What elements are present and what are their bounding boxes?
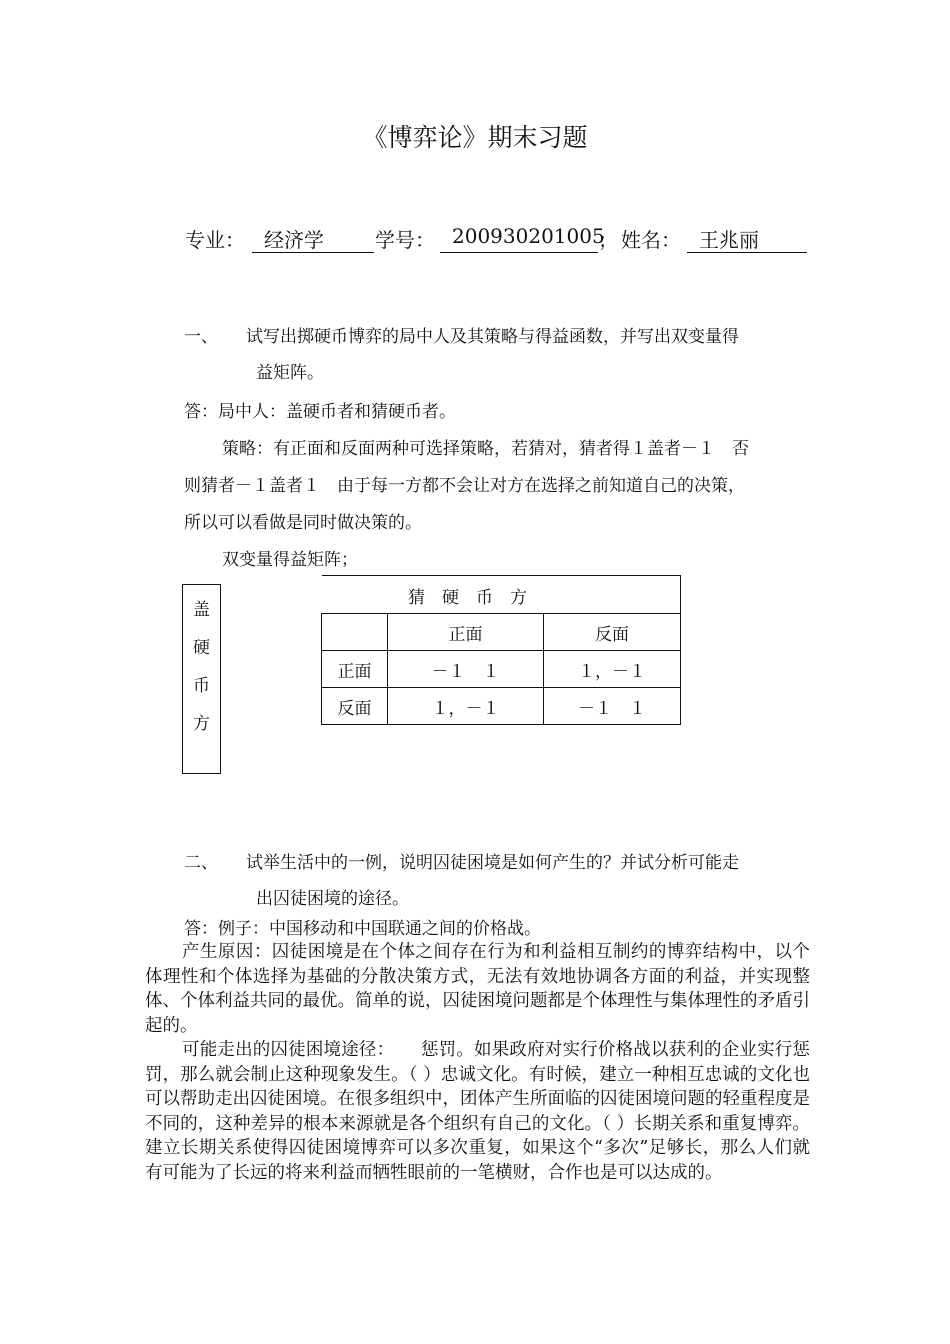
row-player-char: 盖 bbox=[193, 600, 210, 620]
page-title: 《博弈论》期末习题 bbox=[362, 123, 588, 152]
q2-number: 二、 bbox=[184, 853, 218, 873]
info-separator: ； bbox=[598, 228, 618, 252]
matrix-row bbox=[322, 651, 681, 688]
q1-strategy-line1: 策略：有正面和反面两种可选择策略，若猜对，猜者得１盖者－１ 否 bbox=[222, 439, 749, 459]
matrix-row-label: 反面 bbox=[322, 688, 388, 725]
row-player-char: 币 bbox=[193, 676, 210, 696]
student-id-field bbox=[440, 224, 605, 253]
q1-matrix-label: 双变量得益矩阵； bbox=[222, 550, 358, 570]
payoff-matrix bbox=[321, 613, 681, 725]
matrix-header-row bbox=[322, 614, 681, 651]
q2-answer-example: 答：例子：中国移动和中国联通之间的价格战。 bbox=[184, 919, 541, 939]
matrix-right-rule bbox=[680, 575, 681, 613]
name-label: 姓名： bbox=[621, 228, 681, 252]
q1-answer-players: 答：局中人：盖硬币者和猜硬币者。 bbox=[184, 402, 456, 422]
matrix-cell: －１ １ bbox=[544, 688, 681, 725]
q1-text-line2: 益矩阵。 bbox=[256, 363, 324, 383]
q2-body bbox=[145, 940, 810, 1185]
major-value: 经济学 bbox=[264, 228, 324, 252]
matrix-top-rule bbox=[322, 575, 680, 576]
q2-text-line2: 出囚徒困境的途径。 bbox=[256, 889, 409, 909]
q1-strategy-line3: 所以可以看做是同时做决策的。 bbox=[184, 513, 422, 533]
matrix-cell: １，－１ bbox=[544, 651, 681, 688]
matrix-cell: １，－１ bbox=[388, 688, 544, 725]
major-label: 专业： bbox=[185, 228, 245, 252]
matrix-row bbox=[322, 688, 681, 725]
q1-text-line1: 试写出掷硬币博弈的局中人及其策略与得益函数，并写出双变量得 bbox=[246, 327, 739, 347]
matrix-col-header: 反面 bbox=[544, 614, 681, 651]
row-player-box bbox=[182, 584, 221, 774]
row-player-char: 方 bbox=[193, 714, 210, 734]
name-field bbox=[687, 224, 807, 253]
name-value: 王兆丽 bbox=[699, 228, 759, 252]
matrix-row-label: 正面 bbox=[322, 651, 388, 688]
major-field bbox=[252, 224, 374, 253]
q2-ways-paragraph: 可能走出的囚徒困境途径： 惩罚。如果政府对实行价格战以获利的企业实行惩罚，那么就会制止这种现象发生。（ ）忠诚文化。有时候，建立一种相互忠诚的文化也可以帮助走出囚徒困境。在很多组织中，团体产生所面临的囚徒困境问题的轻重程度是不同的，这种差异的根本来源就是各个组织有自己的文化。（ ）长期关系和重复博弈。建立长期关系使得囚徒困境博弈可以多次重复，如果这个“多次”足够长，那么人们就有可能为了长远的将来利益而牺牲眼前的一笔横财，合作也是可以达成的。 bbox=[145, 1040, 810, 1183]
q2-text-line1: 试举生活中的一例，说明囚徒困境是如何产生的？并试分析可能走 bbox=[246, 853, 739, 873]
student-id-value: 200930201005 bbox=[452, 224, 605, 248]
row-player-char: 硬 bbox=[193, 638, 210, 658]
column-player-label: 猜 硬 币 方 bbox=[408, 588, 527, 608]
matrix-cell: －１ １ bbox=[388, 651, 544, 688]
q1-strategy-line2: 则猜者－１盖者１ 由于每一方都不会让对方在选择之前知道自己的决策， bbox=[184, 476, 745, 496]
student-id-label: 学号： bbox=[375, 228, 435, 252]
q2-cause-paragraph: 产生原因：囚徒困境是在个体之间存在行为和利益相互制约的博弈结构中，以个体理性和个体选择为基础的分散决策方式，无法有效地协调各方面的利益，并实现整体、个体利益共同的最优。简单的说，囚徒困境问题都是个体理性与集体理性的矛盾引起的。 bbox=[145, 942, 810, 1036]
q1-number: 一、 bbox=[184, 327, 218, 347]
matrix-col-header: 正面 bbox=[388, 614, 544, 651]
matrix-corner-cell bbox=[322, 614, 388, 651]
